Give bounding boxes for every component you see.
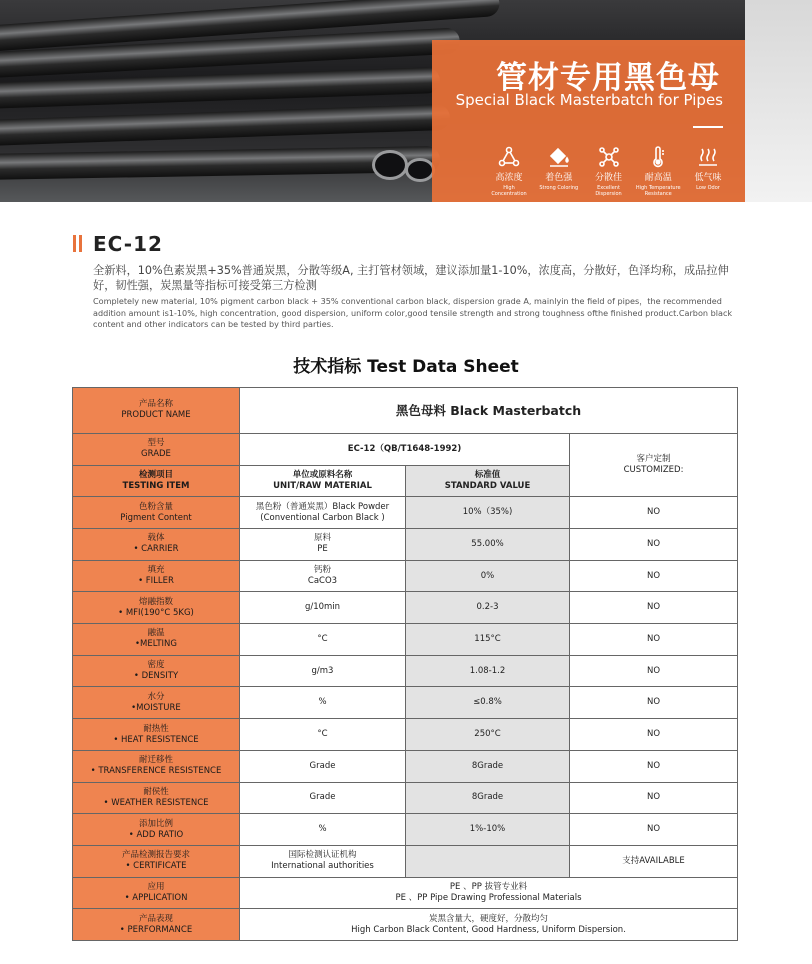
- label-en: Pigment Content: [120, 512, 192, 523]
- pipe-image: [0, 104, 450, 146]
- label-cn: 产品表现: [138, 913, 173, 924]
- item-label: [73, 750, 240, 782]
- table-row: [73, 909, 738, 941]
- feature-label-cn: 高浓度: [495, 173, 523, 183]
- label-en: • PERFORMANCE: [119, 924, 193, 935]
- product-description-en: Completely new material, 10% pigment carbon black + 35% conventional carbon black, dispersion grade A, mainlyin the field of pipes，the recommended addition amount is1-10%, high concentration, good dispersion, uniform color,good tensile strength and strong toughness ofthe finished product.Carbon black content and other indicators can be tested by third parties.: [93, 296, 733, 329]
- feature-label-en: High Concentration: [491, 185, 527, 197]
- label-cn: 色粉含量: [138, 501, 173, 512]
- table-row: [73, 750, 738, 782]
- item-label: [73, 560, 240, 592]
- label-cn: 耐迁移性: [138, 755, 173, 766]
- label-en: PRODUCT NAME: [121, 410, 191, 421]
- performance-value: [240, 909, 738, 941]
- item-label: [73, 529, 240, 561]
- product-description-cn: 全新料，10%色素炭黑+35%普通炭黑，分散等级A, 主打管材领域，建议添加量1-10%，浓度高，分散好，色泽均称，成品拉伸好，韧性强，炭黑量等指标可接受第三方检测: [93, 264, 729, 292]
- customized-header: [570, 433, 738, 496]
- customized-value: NO: [570, 750, 738, 782]
- feature-label-cn: 分散佳: [594, 173, 622, 183]
- unit-cell: [240, 782, 406, 814]
- table-row: [73, 497, 738, 529]
- feature-label-cn: 耐高温: [644, 173, 672, 183]
- value-en: PE 、PP Pipe Drawing Professional Materials: [395, 892, 582, 903]
- item-label: [73, 624, 240, 656]
- label-cn: 填充: [147, 565, 165, 576]
- standard-value: 8Grade: [406, 782, 570, 814]
- molecule-icon: [497, 145, 521, 169]
- feature-label-en: High Temperature Resistance: [635, 185, 681, 197]
- unit-cell: [240, 624, 406, 656]
- label-en: • HEAT RESISTENCE: [113, 734, 199, 745]
- item-label: [73, 719, 240, 751]
- unit-line-1: Grade: [309, 760, 336, 771]
- label-cn: 型号: [147, 438, 165, 449]
- label-en: UNIT/RAW MATERIAL: [273, 481, 372, 492]
- product-name-value: 黑色母料 Black Masterbatch: [240, 388, 738, 434]
- certificate-standard: [406, 845, 570, 877]
- label-cn: 密度: [147, 660, 165, 671]
- customized-value: NO: [570, 560, 738, 592]
- table-row: [73, 624, 738, 656]
- application-label: [73, 877, 240, 909]
- value-cn: 炭黑含量大，硬度好，分散均匀: [429, 913, 549, 924]
- value-en: High Carbon Black Content, Good Hardness, Uniform Dispersion.: [351, 924, 626, 935]
- unit-cell: [240, 529, 406, 561]
- customized-value: NO: [570, 814, 738, 846]
- label-cn: 单位或原料名称: [292, 470, 353, 481]
- label-en: • ADD RATIO: [128, 829, 184, 840]
- application-value: [240, 877, 738, 909]
- unit-line-1: °C: [317, 633, 328, 644]
- title-accent-bar: [79, 235, 82, 252]
- label-cn: 载体: [147, 533, 165, 544]
- customized-value: NO: [570, 782, 738, 814]
- label-en: • TRANSFERENCE RESISTENCE: [90, 766, 222, 777]
- standard-value: 115°C: [406, 624, 570, 656]
- label-en: • FILLER: [138, 576, 174, 587]
- customized-value: NO: [570, 624, 738, 656]
- feature-label-cn: 着色强: [545, 173, 573, 183]
- unit-line-1: g/10min: [304, 602, 341, 613]
- item-label: [73, 655, 240, 687]
- table-row: [73, 782, 738, 814]
- standard-value: 0.2-3: [406, 592, 570, 624]
- unit-cell: [240, 497, 406, 529]
- label-cn: 客户定制: [636, 454, 671, 465]
- table-row: [73, 592, 738, 624]
- customized-value: NO: [570, 687, 738, 719]
- item-label: [73, 497, 240, 529]
- standard-value: 0%: [406, 560, 570, 592]
- item-label: [73, 814, 240, 846]
- label-cn: 产品名称: [138, 399, 173, 410]
- unit-line-2: CaCO3: [307, 576, 338, 587]
- banner-title-cn: 管材专用黑色母: [496, 60, 720, 96]
- label-cn: 耐侯性: [143, 786, 169, 797]
- table-row: [73, 877, 738, 909]
- title-accent-bar: [73, 235, 76, 252]
- item-label: [73, 687, 240, 719]
- item-label: [73, 782, 240, 814]
- standard-value: 10%（35%): [406, 497, 570, 529]
- paint-bucket-icon: [547, 145, 571, 169]
- table-row: [73, 529, 738, 561]
- item-label: [73, 592, 240, 624]
- unit-cell: [240, 814, 406, 846]
- label-cn: 添加比例: [138, 818, 173, 829]
- label-en: CUSTOMIZED:: [623, 465, 684, 476]
- standard-value: 1%-10%: [406, 814, 570, 846]
- label-en: • MFI(190°C 5KG): [118, 607, 194, 618]
- feature-label-en: Excellent Dispersion: [595, 185, 622, 197]
- standard-header: [406, 465, 570, 497]
- grade-label: [73, 433, 240, 465]
- table-row: [73, 388, 738, 434]
- certificate-customized: 支持AVAILABLE: [570, 845, 738, 877]
- label-en: TESTING ITEM: [122, 481, 190, 492]
- feature-label-cn: 低气味: [694, 173, 722, 183]
- label-en: STANDARD VALUE: [444, 481, 531, 492]
- table-row: [73, 814, 738, 846]
- unit-line-1: 国际检测认证机构: [288, 850, 357, 861]
- unit-line-1: %: [318, 824, 327, 835]
- banner-right-background: [745, 0, 812, 202]
- product-title: EC-12: [93, 232, 163, 256]
- label-en: • WEATHER RESISTENCE: [103, 797, 209, 808]
- feature-strong-coloring: [536, 145, 582, 197]
- label-en: • CARRIER: [133, 544, 179, 555]
- unit-line-2: PE: [317, 544, 328, 555]
- data-sheet-table: [72, 387, 738, 941]
- testing-item-header: [73, 465, 240, 497]
- thermometer-icon: [646, 145, 670, 169]
- label-en: • CERTIFICATE: [125, 861, 187, 872]
- feature-high-concentration: [486, 145, 532, 197]
- customized-value: NO: [570, 592, 738, 624]
- label-en: • APPLICATION: [124, 892, 188, 903]
- table-row: [73, 845, 738, 877]
- label-cn: 检测项目: [138, 470, 173, 481]
- label-en: •MELTING: [135, 639, 177, 650]
- unit-line-1: 钙粉: [313, 565, 331, 576]
- label-en: GRADE: [141, 449, 171, 460]
- standard-value: 250°C: [406, 719, 570, 751]
- title-underline: [693, 126, 723, 128]
- label-en: •MOISTURE: [131, 702, 181, 713]
- customized-value: NO: [570, 655, 738, 687]
- feature-list: [486, 145, 731, 197]
- standard-value: ≤0.8%: [406, 687, 570, 719]
- label-cn: 熔融指数: [138, 596, 173, 607]
- label-cn: 标准值: [474, 470, 501, 481]
- feature-excellent-dispersion: [586, 145, 632, 197]
- customized-value: NO: [570, 529, 738, 561]
- unit-cell: [240, 592, 406, 624]
- product-name-label: [73, 388, 240, 434]
- unit-line-1: °C: [317, 729, 328, 740]
- customized-value: NO: [570, 719, 738, 751]
- label-cn: 水分: [147, 691, 165, 702]
- unit-line-1: Grade: [309, 792, 336, 803]
- table-row: [73, 433, 738, 465]
- unit-line-1: %: [318, 697, 327, 708]
- dispersion-icon: [597, 145, 621, 169]
- label-en: • DENSITY: [133, 671, 179, 682]
- unit-cell: [240, 687, 406, 719]
- unit-line-2: (Conventional Carbon Black ): [260, 512, 385, 523]
- standard-value: 1.08-1.2: [406, 655, 570, 687]
- value-cn: PE 、PP 拔管专业料: [449, 881, 528, 892]
- label-cn: 应用: [147, 881, 165, 892]
- unit-line-1: 原料: [313, 533, 331, 544]
- table-row: [73, 719, 738, 751]
- sheet-title: 技术指标 Test Data Sheet: [293, 357, 519, 377]
- pipe-end: [405, 158, 435, 182]
- table-row: [73, 655, 738, 687]
- unit-line-1: g/m3: [311, 665, 334, 676]
- performance-label: [73, 909, 240, 941]
- table-row: [73, 687, 738, 719]
- standard-value: 55.00%: [406, 529, 570, 561]
- feature-low-odor: [685, 145, 731, 197]
- certificate-unit: [240, 845, 406, 877]
- unit-line-1: 黑色粉（普通炭黑）Black Powder: [255, 501, 390, 512]
- certificate-label: [73, 845, 240, 877]
- unit-cell: [240, 560, 406, 592]
- banner-title-en: Special Black Masterbatch for Pipes: [455, 91, 723, 109]
- pipe-end: [372, 150, 408, 180]
- unit-cell: [240, 719, 406, 751]
- feature-label-en: Low Odor: [696, 185, 720, 191]
- feature-label-en: Strong Coloring: [539, 185, 579, 191]
- standard-value: 8Grade: [406, 750, 570, 782]
- grade-value: EC-12（QB/T1648-1992): [240, 433, 570, 465]
- label-cn: 耐热性: [143, 723, 169, 734]
- unit-cell: [240, 750, 406, 782]
- unit-header: [240, 465, 406, 497]
- feature-high-temperature: [635, 145, 681, 197]
- unit-cell: [240, 655, 406, 687]
- unit-line-2: International authorities: [271, 861, 374, 872]
- label-cn: 产品检测报告要求: [121, 850, 190, 861]
- table-row: [73, 560, 738, 592]
- customized-value: NO: [570, 497, 738, 529]
- low-odor-icon: [696, 145, 720, 169]
- label-cn: 融温: [147, 628, 165, 639]
